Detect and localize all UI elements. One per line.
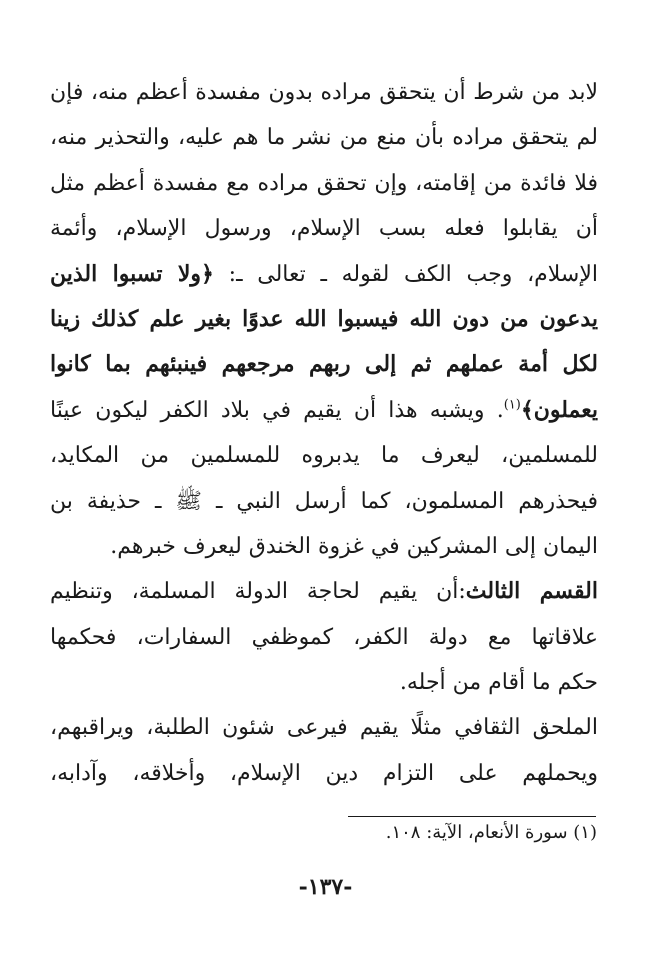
text-run: الإسلام، وجب الكف لقوله ـ تعالى ـ: <box>213 261 598 287</box>
text-line: الملحق الثقافي مثلًا يقيم فيرعى شئون الطلبة، ويراقبهم، <box>50 715 598 741</box>
text-line: لم يتحقق مراده بأن منع من نشر ما هم عليه، والتحذير منه، <box>50 125 598 151</box>
quran-verse: ﴿ولا تسبوا الذين <box>50 260 214 287</box>
text-line: ويحملهم على التزام دين الإسلام، وأخلاقه، وآدابه، <box>50 760 598 786</box>
text-line <box>50 569 598 614</box>
text-line: لابد من شرط أن يتحقق مراده بدون مفسدة أعظم منه، فإن <box>50 80 598 105</box>
text-line: حكم ما أقام من أجله. <box>399 670 598 696</box>
quran-verse: يعملون﴾ <box>520 396 598 423</box>
section-heading: القسم الثالث <box>465 578 598 605</box>
footnote: (١) سورة الأنعام، الآية: ١٠٨. <box>385 822 597 843</box>
footnote-reference: (١) <box>503 397 521 413</box>
quran-verse-line: لكل أمة عملهم ثم إلى ربهم مرجعهم فينبئهم بما كانوا <box>50 351 598 378</box>
quran-verse-line: يدعون من دون الله فيسبوا الله عدوًا بغير علم كذلك زينا <box>50 305 598 332</box>
page-number: -١٣٧- <box>298 874 353 900</box>
text-line: فلا فائدة من إقامته، وإن تحقق مراده مع مفسدة أعظم مثل <box>50 170 598 196</box>
text-line <box>50 252 598 297</box>
footnote-divider <box>348 816 596 817</box>
text-line: اليمان إلى المشركين في غزوة الخندق ليعرف خبرهم. <box>110 533 598 559</box>
main-text <box>50 70 598 796</box>
text-line: للمسلمين، ليعرف ما يدبروه للمسلمين من المكايد، <box>50 443 598 469</box>
text-run: . ويشبه هذا أن يقيم في بلاد الكفر ليكون عينًا <box>50 397 504 423</box>
text-line: فيحذرهم المسلمون، كما أرسل النبي ـ ﷺ ـ حذيفة بن <box>50 488 598 514</box>
text-line: علاقاتها مع دولة الكفر، كموظفي السفارات، فحكمها <box>50 624 598 650</box>
text-run: :أن يقيم لحاجة الدولة المسلمة، وتنظيم <box>50 579 466 605</box>
text-line: أن يقابلوا فعله بسب الإسلام، ورسول الإسلام، وأئمة <box>50 216 598 242</box>
text-line <box>50 388 598 433</box>
